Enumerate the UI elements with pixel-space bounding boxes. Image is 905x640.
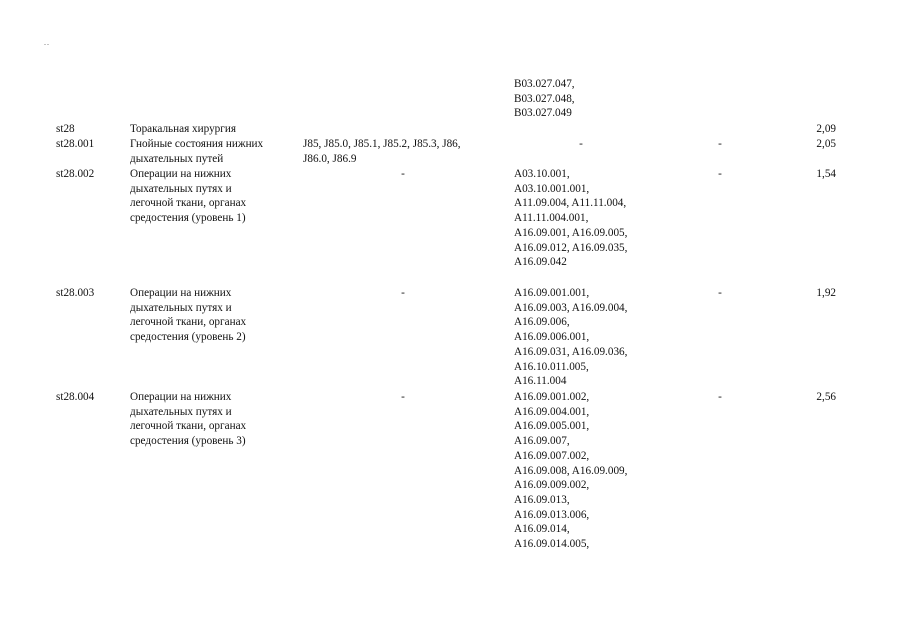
code-cell: st28.003	[56, 287, 95, 299]
code-cell: st28.004	[56, 391, 95, 403]
services-cell: A16.09.001.002, A16.09.004.001, A16.09.005.001, A16.09.007, A16.09.007.002, A16.09.008, A16.09.009, A16.09.009.002, A16.09.013, A16.09.013.006, A16.09.014, A16.09.014.005,	[514, 391, 628, 551]
coefficient-cell: 1,92	[816, 287, 836, 299]
diagnoses-cell: -	[401, 168, 405, 180]
other-criteria-cell: -	[718, 168, 722, 180]
name-cell: Операции на нижних дыхательных путях и легочной ткани, органах средостения (уровень 2)	[130, 287, 247, 344]
name-cell: Торакальная хирургия	[130, 123, 236, 135]
diagnoses-cell: -	[401, 391, 405, 403]
code-cell: st28.001	[56, 138, 95, 150]
name-cell: Операции на нижних дыхательных путях и легочной ткани, органах средостения (уровень 1)	[130, 168, 247, 225]
code-cell: st28	[56, 123, 75, 135]
page-header-mark: ..	[44, 38, 50, 47]
coefficient-cell: 1,54	[816, 168, 836, 180]
diagnoses-cell: -	[401, 287, 405, 299]
coefficient-cell: 2,09	[816, 123, 836, 135]
other-criteria-cell: -	[718, 287, 722, 299]
coefficient-cell: 2,05	[816, 138, 836, 150]
other-criteria-cell: -	[718, 138, 722, 150]
services-cell: A16.09.001.001, A16.09.003, A16.09.004, A16.09.006, A16.09.006.001, A16.09.031, A16.09.036, A16.10.011.005, A16.11.004	[514, 287, 628, 388]
name-cell: Гнойные состояния нижних дыхательных путей	[130, 138, 264, 165]
diagnoses-cell: J85, J85.0, J85.1, J85.2, J85.3, J86, J86.0, J86.9	[303, 138, 461, 165]
other-criteria-cell: -	[718, 391, 722, 403]
services-cell: -	[579, 138, 583, 150]
services-cell: B03.027.047, B03.027.048, B03.027.049	[514, 78, 575, 120]
coefficient-cell: 2,56	[816, 391, 836, 403]
name-cell: Операции на нижних дыхательных путях и легочной ткани, органах средостения (уровень 3)	[130, 391, 247, 448]
services-cell: A03.10.001, A03.10.001.001, A11.09.004, A11.11.004, A11.11.004.001, A16.09.001, A16.09.005, A16.09.012, A16.09.035, A16.09.042	[514, 168, 628, 269]
code-cell: st28.002	[56, 168, 95, 180]
